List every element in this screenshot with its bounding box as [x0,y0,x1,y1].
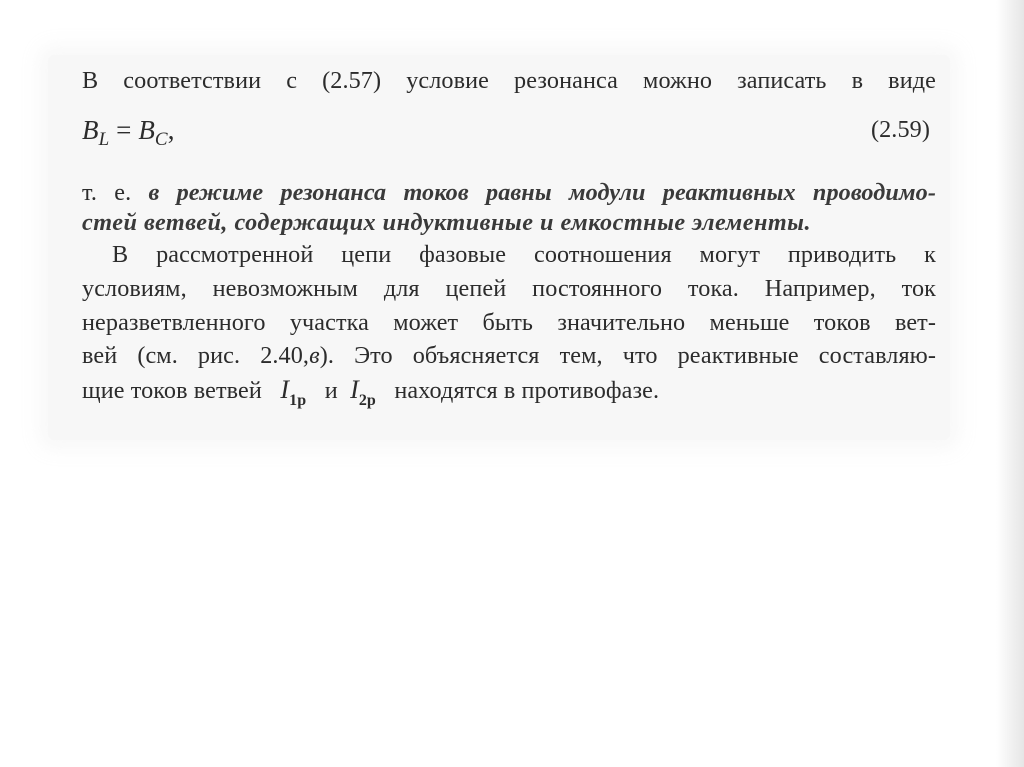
variable-i2p-symbol: I [350,375,359,404]
paragraph-line-8 [82,341,936,371]
line-7-text: неразветвленного участка может быть значительно меньше токов вет- [82,309,936,336]
line-8-end: ). Это объясняется тем, что реактивные составляю- [319,342,937,369]
line-8-italic: в [309,342,320,369]
paragraph-line-9 [82,375,660,409]
line-9-start: щие токов ветвей [82,377,262,404]
line-9-end: находятся в противофазе. [394,377,660,404]
line-4-emphasis: стей ветвей, содержащих индуктивные и емкостные элементы. [82,209,812,236]
paragraph-line-1 [82,66,936,96]
paragraph-line-6 [82,274,936,304]
line-8-start: вей (см. рис. 2.40, [82,342,310,369]
formula-expression [82,115,175,150]
paragraph-line-7 [82,308,936,338]
formula-trail: , [167,115,175,145]
paragraph-line-5 [112,240,936,270]
line-5-text: В рассмотренной цепи фазовые соотношения могут приводить к [112,241,936,268]
equation-number: (2.59) [870,116,930,143]
formula-rhs-sub: C [154,129,168,150]
line-1-text: В соответствии с (2.57) условие резонанса можно записать в виде [82,67,936,94]
formula-lhs-var: B [82,115,99,145]
variable-i1p-symbol: I [280,375,290,404]
paragraph-line-4 [82,208,811,238]
line-3-emphasis: в режиме резонанса токов равны модули реактивных проводимо- [148,179,936,206]
line-3-prefix: т. е. [82,179,132,206]
formula-rhs-var: B [138,115,155,145]
variable-i2p [350,375,376,409]
formula-equals: = [116,115,132,145]
variable-i2p-sub: 2р [358,392,376,409]
paragraph-line-3 [82,178,936,208]
variable-i1p-sub: 1р [289,392,307,409]
variable-i1p [280,375,307,409]
line-9-and: и [324,377,338,404]
line-6-text: условиям, невозможным для цепей постоянного тока. Например, ток [82,275,936,302]
formula-lhs-sub: L [98,129,110,150]
formula-line [82,115,936,150]
page-edge-shadow [996,0,1024,767]
